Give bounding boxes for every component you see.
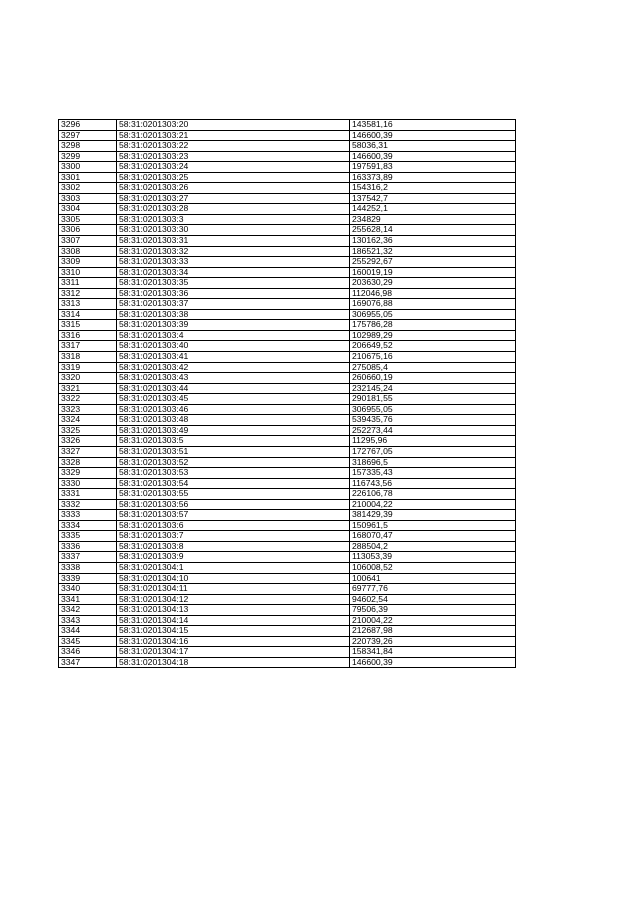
value-cell: 137542,7 (350, 193, 516, 204)
row-number-cell: 3309 (59, 257, 117, 268)
cadastral-number-cell: 58:31:0201303:56 (117, 499, 350, 510)
row-number-cell: 3298 (59, 141, 117, 152)
cadastral-number-cell: 58:31:0201304:1 (117, 562, 350, 573)
table-row (59, 436, 516, 447)
cadastral-number-cell: 58:31:0201303:30 (117, 225, 350, 236)
table-body (59, 120, 516, 668)
table-row (59, 489, 516, 500)
table-row (59, 457, 516, 468)
cadastral-number-cell: 58:31:0201303:9 (117, 552, 350, 563)
cadastral-number-cell: 58:31:0201303:54 (117, 478, 350, 489)
row-number-cell: 3333 (59, 510, 117, 521)
table-row (59, 626, 516, 637)
cadastral-number-cell: 58:31:0201303:42 (117, 362, 350, 373)
row-number-cell: 3336 (59, 541, 117, 552)
value-cell: 226106,78 (350, 489, 516, 500)
cadastral-number-cell: 58:31:0201303:46 (117, 404, 350, 415)
table-row (59, 499, 516, 510)
table-row (59, 120, 516, 131)
cadastral-number-cell: 58:31:0201303:31 (117, 236, 350, 247)
value-cell: 163373,89 (350, 172, 516, 183)
cadastral-number-cell: 58:31:0201303:55 (117, 489, 350, 500)
table-row (59, 446, 516, 457)
cadastral-number-cell: 58:31:0201303:21 (117, 130, 350, 141)
value-cell: 255292,67 (350, 257, 516, 268)
cadastral-number-cell: 58:31:0201304:13 (117, 605, 350, 616)
row-number-cell: 3321 (59, 383, 117, 394)
row-number-cell: 3344 (59, 626, 117, 637)
value-cell: 210004,22 (350, 499, 516, 510)
value-cell: 146600,39 (350, 151, 516, 162)
value-cell: 106008,52 (350, 562, 516, 573)
table-row (59, 257, 516, 268)
cadastral-number-cell: 58:31:0201303:49 (117, 425, 350, 436)
table-row (59, 541, 516, 552)
cadastral-number-cell: 58:31:0201303:6 (117, 520, 350, 531)
table-row (59, 320, 516, 331)
row-number-cell: 3306 (59, 225, 117, 236)
cadastral-number-cell: 58:31:0201303:36 (117, 288, 350, 299)
row-number-cell: 3327 (59, 446, 117, 457)
table-row (59, 236, 516, 247)
value-cell: 210675,16 (350, 352, 516, 363)
table-row (59, 214, 516, 225)
table-row (59, 373, 516, 384)
row-number-cell: 3307 (59, 236, 117, 247)
value-cell: 146600,39 (350, 130, 516, 141)
value-cell: 232145,24 (350, 383, 516, 394)
row-number-cell: 3297 (59, 130, 117, 141)
row-number-cell: 3303 (59, 193, 117, 204)
table-row (59, 341, 516, 352)
cadastral-number-cell: 58:31:0201303:20 (117, 120, 350, 131)
cadastral-number-cell: 58:31:0201303:27 (117, 193, 350, 204)
row-number-cell: 3320 (59, 373, 117, 384)
value-cell: 94602,54 (350, 594, 516, 605)
value-cell: 306955,05 (350, 309, 516, 320)
table-row (59, 615, 516, 626)
cadastral-number-cell: 58:31:0201303:44 (117, 383, 350, 394)
cadastral-number-cell: 58:31:0201303:22 (117, 141, 350, 152)
table-row (59, 584, 516, 595)
table-row (59, 383, 516, 394)
cadastral-number-cell: 58:31:0201303:45 (117, 394, 350, 405)
table-row (59, 647, 516, 658)
cadastral-number-cell: 58:31:0201303:5 (117, 436, 350, 447)
row-number-cell: 3311 (59, 278, 117, 289)
value-cell: 172767,05 (350, 446, 516, 457)
table-row (59, 510, 516, 521)
value-cell: 255628,14 (350, 225, 516, 236)
value-cell: 160019,19 (350, 267, 516, 278)
row-number-cell: 3338 (59, 562, 117, 573)
value-cell: 158341,84 (350, 647, 516, 658)
value-cell: 130162,36 (350, 236, 516, 247)
row-number-cell: 3330 (59, 478, 117, 489)
row-number-cell: 3305 (59, 214, 117, 225)
row-number-cell: 3335 (59, 531, 117, 542)
row-number-cell: 3304 (59, 204, 117, 215)
cadastral-number-cell: 58:31:0201304:18 (117, 657, 350, 668)
row-number-cell: 3314 (59, 309, 117, 320)
value-cell: 288504,2 (350, 541, 516, 552)
cadastral-number-cell: 58:31:0201304:15 (117, 626, 350, 637)
row-number-cell: 3347 (59, 657, 117, 668)
cadastral-number-cell: 58:31:0201303:52 (117, 457, 350, 468)
value-cell: 168070,47 (350, 531, 516, 542)
cadastral-number-cell: 58:31:0201304:12 (117, 594, 350, 605)
row-number-cell: 3300 (59, 162, 117, 173)
table-row (59, 309, 516, 320)
value-cell: 210004,22 (350, 615, 516, 626)
value-cell: 381429,39 (350, 510, 516, 521)
cadastral-number-cell: 58:31:0201304:17 (117, 647, 350, 658)
value-cell: 79506,39 (350, 605, 516, 616)
row-number-cell: 3340 (59, 584, 117, 595)
value-cell: 146600,39 (350, 657, 516, 668)
value-cell: 220739,26 (350, 636, 516, 647)
value-cell: 102989,29 (350, 330, 516, 341)
table-row (59, 404, 516, 415)
cadastral-number-cell: 58:31:0201303:8 (117, 541, 350, 552)
table-row (59, 478, 516, 489)
cadastral-number-cell: 58:31:0201303:38 (117, 309, 350, 320)
value-cell: 260660,19 (350, 373, 516, 384)
row-number-cell: 3323 (59, 404, 117, 415)
cadastral-number-cell: 58:31:0201303:53 (117, 468, 350, 479)
row-number-cell: 3308 (59, 246, 117, 257)
cadastral-number-cell: 58:31:0201303:24 (117, 162, 350, 173)
table-row (59, 162, 516, 173)
row-number-cell: 3332 (59, 499, 117, 510)
row-number-cell: 3346 (59, 647, 117, 658)
row-number-cell: 3319 (59, 362, 117, 373)
value-cell: 197591,83 (350, 162, 516, 173)
cadastral-value-table (58, 119, 516, 668)
value-cell: 318696,5 (350, 457, 516, 468)
value-cell: 290181,55 (350, 394, 516, 405)
row-number-cell: 3339 (59, 573, 117, 584)
table-row (59, 330, 516, 341)
table-row (59, 141, 516, 152)
table-row (59, 552, 516, 563)
cadastral-number-cell: 58:31:0201303:4 (117, 330, 350, 341)
table-row (59, 468, 516, 479)
table-row (59, 520, 516, 531)
cadastral-number-cell: 58:31:0201304:11 (117, 584, 350, 595)
table-row (59, 204, 516, 215)
cadastral-number-cell: 58:31:0201303:35 (117, 278, 350, 289)
row-number-cell: 3324 (59, 415, 117, 426)
cadastral-number-cell: 58:31:0201303:3 (117, 214, 350, 225)
cadastral-number-cell: 58:31:0201303:48 (117, 415, 350, 426)
value-cell: 58036,31 (350, 141, 516, 152)
value-cell: 306955,05 (350, 404, 516, 415)
cadastral-number-cell: 58:31:0201303:57 (117, 510, 350, 521)
row-number-cell: 3342 (59, 605, 117, 616)
cadastral-number-cell: 58:31:0201304:16 (117, 636, 350, 647)
row-number-cell: 3331 (59, 489, 117, 500)
row-number-cell: 3318 (59, 352, 117, 363)
row-number-cell: 3328 (59, 457, 117, 468)
table-row (59, 394, 516, 405)
row-number-cell: 3341 (59, 594, 117, 605)
cadastral-number-cell: 58:31:0201303:26 (117, 183, 350, 194)
row-number-cell: 3322 (59, 394, 117, 405)
value-cell: 175786,28 (350, 320, 516, 331)
table-row (59, 573, 516, 584)
cadastral-number-cell: 58:31:0201303:40 (117, 341, 350, 352)
value-cell: 212687,98 (350, 626, 516, 637)
value-cell: 206649,52 (350, 341, 516, 352)
table-row (59, 657, 516, 668)
cadastral-number-cell: 58:31:0201303:41 (117, 352, 350, 363)
cadastral-number-cell: 58:31:0201303:43 (117, 373, 350, 384)
cadastral-number-cell: 58:31:0201303:34 (117, 267, 350, 278)
cadastral-number-cell: 58:31:0201304:10 (117, 573, 350, 584)
row-number-cell: 3334 (59, 520, 117, 531)
row-number-cell: 3312 (59, 288, 117, 299)
cadastral-number-cell: 58:31:0201303:25 (117, 172, 350, 183)
row-number-cell: 3329 (59, 468, 117, 479)
table-row (59, 288, 516, 299)
value-cell: 157335,43 (350, 468, 516, 479)
table-row (59, 594, 516, 605)
value-cell: 252273,44 (350, 425, 516, 436)
table-row (59, 151, 516, 162)
cadastral-number-cell: 58:31:0201303:28 (117, 204, 350, 215)
row-number-cell: 3310 (59, 267, 117, 278)
row-number-cell: 3299 (59, 151, 117, 162)
cadastral-number-cell: 58:31:0201303:32 (117, 246, 350, 257)
row-number-cell: 3325 (59, 425, 117, 436)
table-row (59, 605, 516, 616)
cadastral-number-cell: 58:31:0201303:23 (117, 151, 350, 162)
value-cell: 234829 (350, 214, 516, 225)
value-cell: 150961,5 (350, 520, 516, 531)
row-number-cell: 3343 (59, 615, 117, 626)
row-number-cell: 3326 (59, 436, 117, 447)
table-row (59, 278, 516, 289)
table-row (59, 352, 516, 363)
table-row (59, 562, 516, 573)
value-cell: 539435,76 (350, 415, 516, 426)
row-number-cell: 3316 (59, 330, 117, 341)
table-row (59, 183, 516, 194)
table-row (59, 636, 516, 647)
cadastral-number-cell: 58:31:0201304:14 (117, 615, 350, 626)
value-cell: 169076,88 (350, 299, 516, 310)
table-row (59, 425, 516, 436)
table-row (59, 172, 516, 183)
table-row (59, 362, 516, 373)
value-cell: 203630,29 (350, 278, 516, 289)
table-row (59, 130, 516, 141)
row-number-cell: 3296 (59, 120, 117, 131)
table-row (59, 193, 516, 204)
value-cell: 275085,4 (350, 362, 516, 373)
value-cell: 154316,2 (350, 183, 516, 194)
table-row (59, 531, 516, 542)
table-row (59, 299, 516, 310)
row-number-cell: 3337 (59, 552, 117, 563)
row-number-cell: 3345 (59, 636, 117, 647)
value-cell: 186521,32 (350, 246, 516, 257)
table-row (59, 246, 516, 257)
cadastral-number-cell: 58:31:0201303:39 (117, 320, 350, 331)
table-row (59, 415, 516, 426)
value-cell: 112046,98 (350, 288, 516, 299)
value-cell: 144252,1 (350, 204, 516, 215)
cadastral-number-cell: 58:31:0201303:7 (117, 531, 350, 542)
value-cell: 113053,39 (350, 552, 516, 563)
value-cell: 116743,56 (350, 478, 516, 489)
value-cell: 100641 (350, 573, 516, 584)
value-cell: 143581,16 (350, 120, 516, 131)
value-cell: 11295,96 (350, 436, 516, 447)
row-number-cell: 3313 (59, 299, 117, 310)
row-number-cell: 3315 (59, 320, 117, 331)
value-cell: 69777,76 (350, 584, 516, 595)
table-row (59, 225, 516, 236)
row-number-cell: 3302 (59, 183, 117, 194)
cadastral-number-cell: 58:31:0201303:51 (117, 446, 350, 457)
row-number-cell: 3317 (59, 341, 117, 352)
cadastral-number-cell: 58:31:0201303:37 (117, 299, 350, 310)
row-number-cell: 3301 (59, 172, 117, 183)
cadastral-number-cell: 58:31:0201303:33 (117, 257, 350, 268)
table-row (59, 267, 516, 278)
